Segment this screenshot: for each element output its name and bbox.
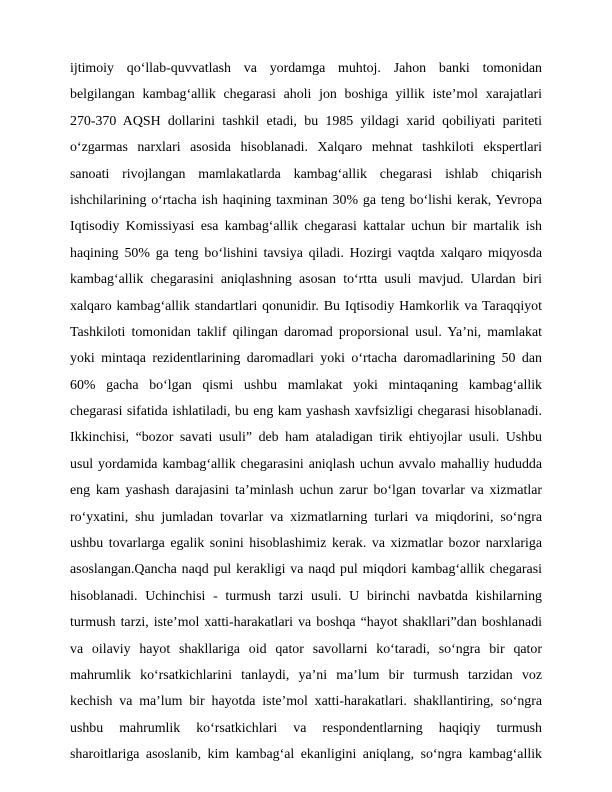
text-line: usul yordamida kambag‘allik chegarasini aniqlash uchun avvalo mahalliy hududda <box>70 456 542 472</box>
text-line: 270-370 AQSH dollarini tashkil etadi, bu 1985 yildagi xarid qobiliyati pariteti <box>70 113 542 129</box>
text-line: ijtimoiy qo‘llab-quvvatlash va yordamga muhtoj. Jahon banki tomonidan <box>70 61 542 76</box>
text-line: va oilaviy hayot shakllariga oid qator savollarni ko‘taradi, so‘ngra bir qator <box>70 641 542 657</box>
text-line: kechish va ma’lum bir hayotda iste’mol xatti-harakatlari. shakllantiring, so‘ngra <box>70 694 542 710</box>
text-line: o‘zgarmas narxlari asosida hisoblanadi. Xalqaro mehnat tashkiloti ekspertlari <box>70 140 542 156</box>
text-line: yoki mintaqa rezidentlarining daromadlari yoki o‘rtacha daromadlarining 50 dan <box>70 351 542 367</box>
text-line: chegarasi sifatida ishlatiladi, bu eng kam yashash xavfsizligi chegarasi hisoblanadi. <box>70 404 542 420</box>
text-line: mahrumlik ko‘rsatkichlarini tanlaydi, ya’ni ma’lum bir turmush tarzidan voz <box>70 667 542 683</box>
text-line: 60% gacha bo‘lgan qismi ushbu mamlakat yoki mintaqaning kambag‘allik <box>70 377 542 393</box>
text-line: turmush tarzi, iste’mol xatti-harakatlari va boshqa “hayot shakllari”dan boshlanadi <box>70 615 542 631</box>
text-line: ushbu tovarlarga egalik sonini hisoblashimiz kerak. va xizmatlar bozor narxlariga <box>70 536 542 552</box>
text-line: ushbu mahrumlik ko‘rsatkichlari va respondentlarning haqiqiy turmush <box>70 720 542 736</box>
text-line: Iqtisodiy Komissiyasi esa kambag‘allik chegarasi kattalar uchun bir martalik ish <box>70 219 542 235</box>
text-line: sharoitlariga asoslanib, kim kambag‘al ekanligini aniqlang, so‘ngra kambag‘allik <box>70 747 542 763</box>
text-line: kambag‘allik chegarasini aniqlashning asosan to‘rtta usuli mavjud. Ulardan biri <box>70 272 542 288</box>
text-line: eng kam yashash darajasini ta’minlash uchun zarur bo‘lgan tovarlar va xizmatlar <box>70 483 542 499</box>
text-line: xalqaro kambag‘allik standartlari qonunidir. Bu Iqtisodiy Hamkorlik va Taraqqiyot <box>70 298 542 314</box>
text-line: ro‘yxatini, shu jumladan tovarlar va xizmatlarning turlari va miqdorini, so‘ngra <box>70 509 542 525</box>
text-line: Tashkiloti tomonidan taklif qilingan daromad proporsional usul. Ya’ni, mamlakat <box>70 324 542 340</box>
text-line: sanoati rivojlangan mamlakatlarda kambag‘allik chegarasi ishlab chiqarish <box>70 166 542 182</box>
body-paragraph <box>70 56 542 769</box>
text-line: ishchilarining o‘rtacha ish haqining taxminan 30% ga teng bo‘lishi kerak, Yevropa <box>70 192 542 208</box>
text-line: Ikkinchisi, “bozor savati usuli” deb ham ataladigan tirik ehtiyojlar usuli. Ushbu <box>70 430 542 446</box>
text-line: asoslangan.Qancha naqd pul kerakligi va naqd pul miqdori kambag‘allik chegarasi <box>70 562 542 578</box>
text-line: hisoblanadi. Uchinchisi - turmush tarzi usuli. U birinchi navbatda kishilarning <box>70 588 542 604</box>
text-line: haqining 50% ga teng bo‘lishini tavsiya qiladi. Hozirgi vaqtda xalqaro miqyosda <box>70 245 542 261</box>
text-line: belgilangan kambag‘allik chegarasi aholi jon boshiga yillik iste’mol xarajatlari <box>70 87 542 103</box>
